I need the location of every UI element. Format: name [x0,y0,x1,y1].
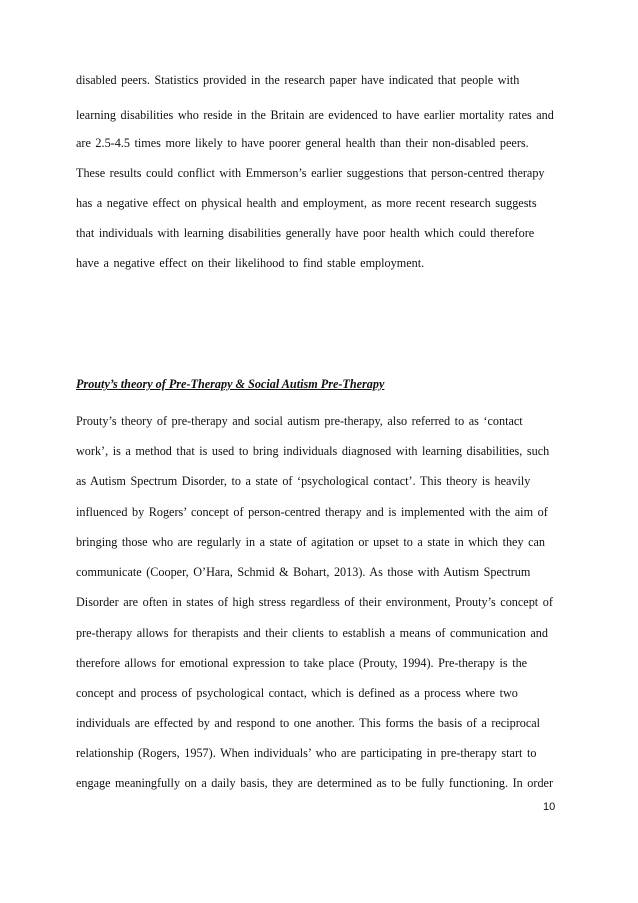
paragraph-2-line-10: concept and process of psychological contact, which is defined as a process where two [76,686,518,700]
paragraph-2-line-11: individuals are effected by and respond to one another. This forms the basis of a reciprocal [76,716,541,730]
paragraph-2-line-1: Prouty’s theory of pre-therapy and social autism pre-therapy, also referred to as ‘contact [76,414,523,428]
paragraph-2-line-2: work’, is a method that is used to bring individuals diagnosed with learning disabilities, such [76,444,550,458]
paragraph-1-line-1: disabled peers. Statistics provided in the research paper have indicated that people with [76,73,520,87]
paragraph-1-line-2: learning disabilities who reside in the Britain are evidenced to have earlier mortality rates and [76,108,554,122]
page-number: 10 [543,801,556,813]
paragraph-2-line-7: Disorder are often in states of high stress regardless of their environment, Prouty’s concept of [76,595,553,609]
paragraph-2-line-6: communicate (Cooper, O’Hara, Schmid & Bohart, 2013). As those with Autism Spectrum [76,565,531,579]
paragraph-2-line-13: engage meaningfully on a daily basis, they are determined as to be fully functioning. In order [76,776,554,790]
paragraph-2-line-4: influenced by Rogers’ concept of person-centred therapy and is implemented with the aim of [76,505,548,519]
paragraph-2-line-5: bringing those who are regularly in a state of agitation or upset to a state in which they can [76,535,546,549]
paragraph-2-line-12: relationship (Rogers, 1957). When individuals’ who are participating in pre-therapy start to [76,746,537,760]
paragraph-1-line-5: has a negative effect on physical health and employment, as more recent research suggests [76,196,537,210]
paragraph-2-line-8: pre-therapy allows for therapists and their clients to establish a means of communication and [76,626,548,640]
paragraph-1-line-3: are 2.5-4.5 times more likely to have poorer general health than their non-disabled peers. [76,136,529,150]
paragraph-1-line-6: that individuals with learning disabilities generally have poor health which could therefore [76,226,535,240]
paragraph-1-line-4: These results could conflict with Emmerson’s earlier suggestions that person-centred therapy [76,166,545,180]
paragraph-2-line-3: as Autism Spectrum Disorder, to a state of ‘psychological contact’. This theory is heavily [76,474,531,488]
section-heading: Prouty’s theory of Pre-Therapy & Social Autism Pre-Therapy [76,377,385,391]
paragraph-1-line-7: have a negative effect on their likelihood to find stable employment. [76,256,425,270]
paragraph-2-line-9: therefore allows for emotional expression to take place (Prouty, 1994). Pre-therapy is the [76,656,528,670]
